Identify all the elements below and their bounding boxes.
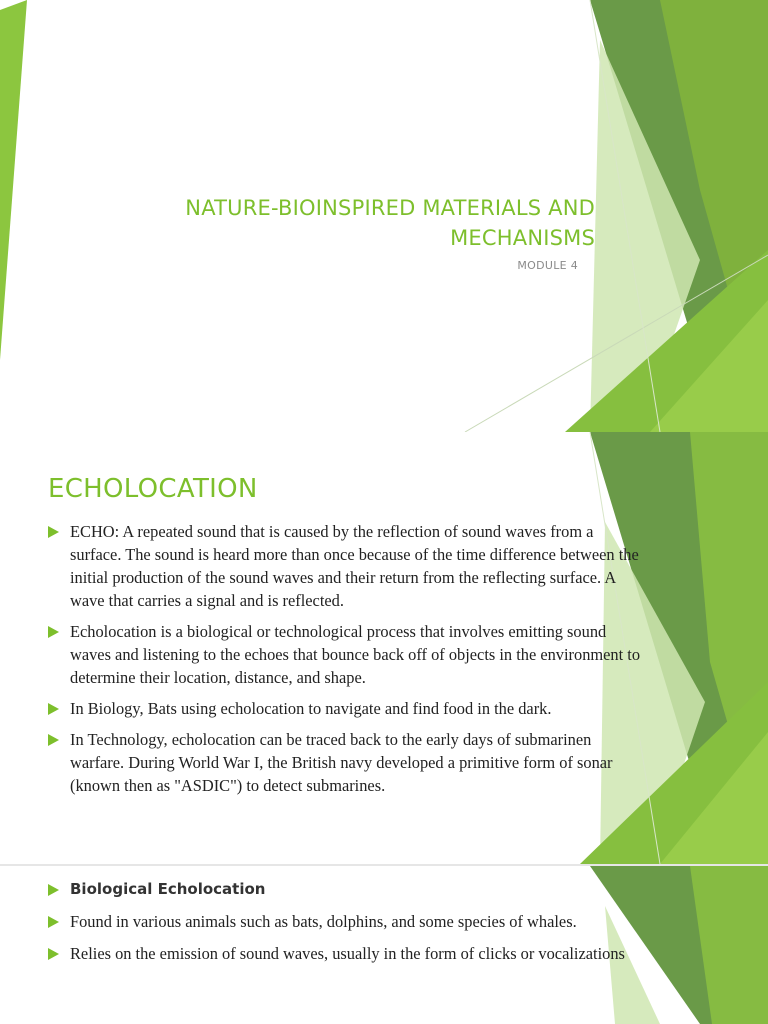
left-green-sliver <box>0 0 27 360</box>
bullet-text: Biological Echolocation <box>70 880 266 898</box>
bullet-arrow-icon <box>48 626 59 638</box>
bullet-arrow-icon <box>48 948 59 960</box>
bullet-text: Found in various animals such as bats, dolphins, and some species of whales. <box>70 912 577 931</box>
bullet-text: ECHO: A repeated sound that is caused by the reflection of sound waves from a surface. The sound is heard more than once because of the time difference between the initial production of the sound waves and their return from the reflecting surface. A wave that carries a signal and is reflected. <box>70 522 639 610</box>
bullet-text: In Biology, Bats using echolocation to navigate and find food in the dark. <box>70 699 552 718</box>
slide-title: NATURE-BIOINSPIRED MATERIALS AND MECHANISMS <box>185 196 595 250</box>
bullet-list <box>48 520 648 805</box>
bullet-text: Relies on the emission of sound waves, usually in the form of clicks or vocalizations <box>70 944 625 963</box>
bullet-arrow-icon <box>48 734 59 746</box>
bullet-item <box>48 620 648 689</box>
bullet-arrow-icon <box>48 703 59 715</box>
title-slide <box>0 0 768 432</box>
bullet-item <box>48 942 648 965</box>
bullet-arrow-icon <box>48 526 59 538</box>
slide-subtitle: MODULE 4 <box>517 259 578 272</box>
bullet-item <box>48 728 648 797</box>
bullet-list <box>48 878 648 974</box>
bullet-item <box>48 520 648 612</box>
bullet-item <box>48 697 648 720</box>
slide-title: ECHOLOCATION <box>48 474 258 504</box>
bullet-text: Echolocation is a biological or technological process that involves emitting sound waves and listening to the echoes that bounce back off of objects in the environment to determine their location, distance, and shape. <box>70 622 641 687</box>
bullet-text: In Technology, echolocation can be traced back to the early days of submarinen warfare. During World War I, the British navy developed a primitive form of sonar (known then as "ASDIC") to detect submarines. <box>70 730 613 795</box>
bullet-heading <box>48 878 648 901</box>
bullet-item <box>48 910 648 933</box>
bullet-arrow-icon <box>48 916 59 928</box>
bullet-arrow-icon <box>48 884 59 896</box>
